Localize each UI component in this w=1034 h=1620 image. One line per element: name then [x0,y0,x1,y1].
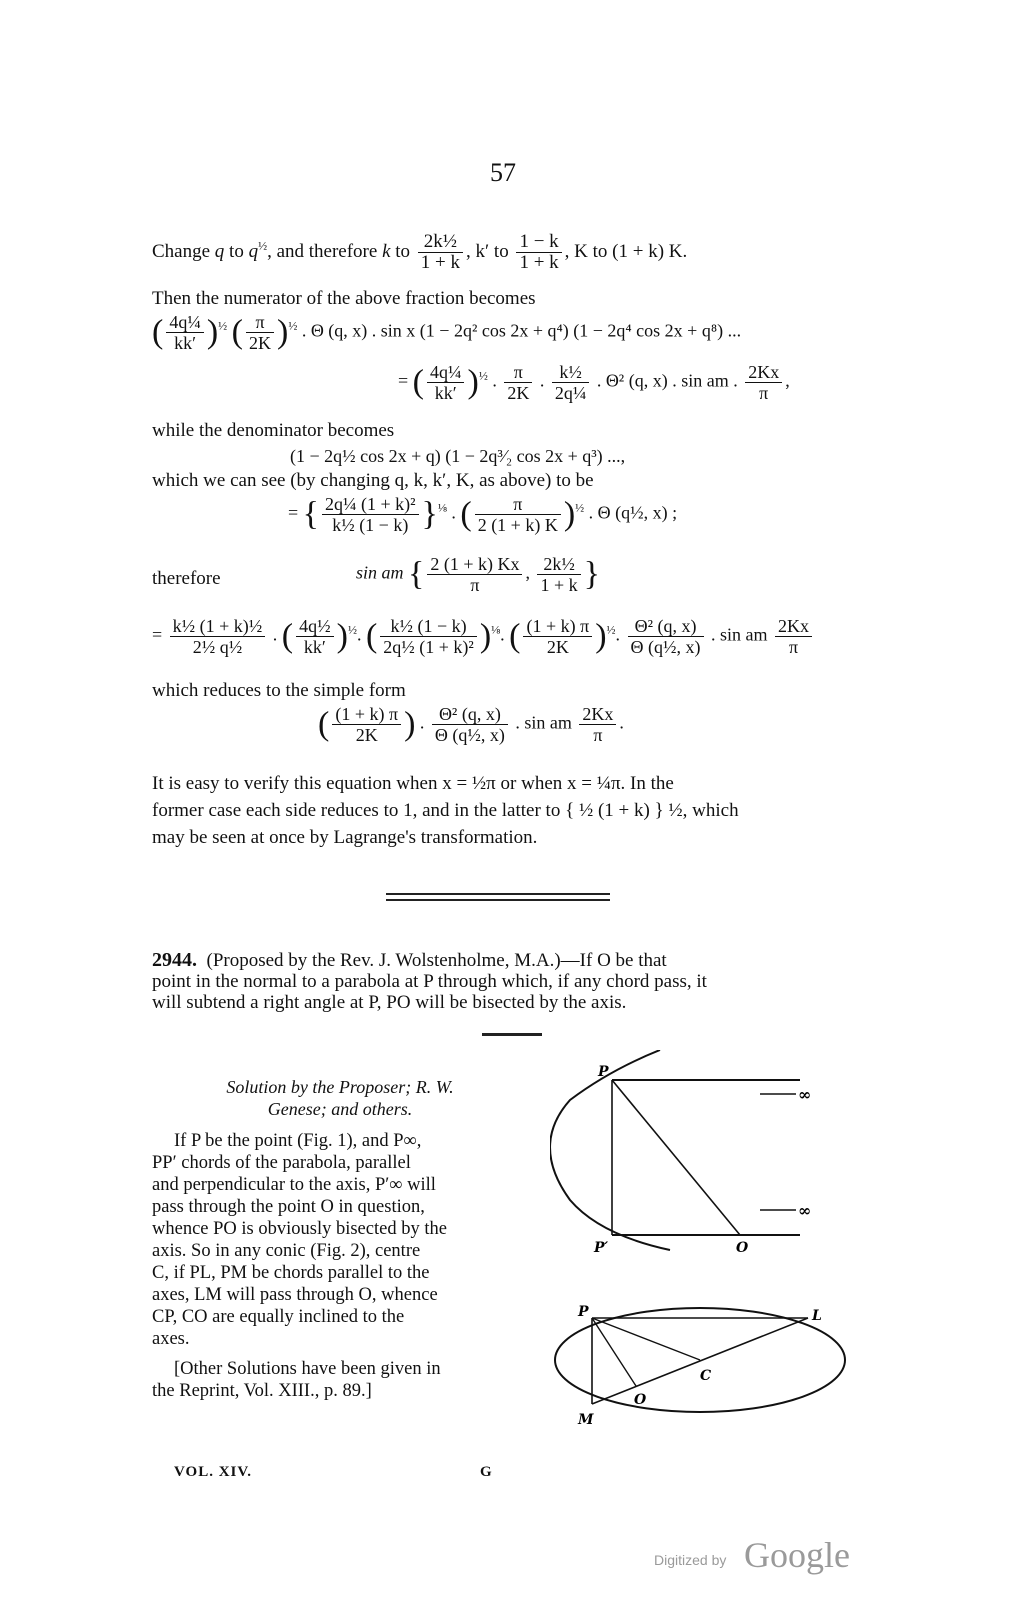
label-p: P [598,1064,609,1080]
digitized-by-label: Digitized by [654,1552,727,1568]
label-o: O [634,1392,647,1408]
other-solutions-note: [Other Solutions have been given in the Reprint, Vol. XIII., p. 89.] [152,1359,441,1401]
section-divider [386,899,610,901]
line-cp [592,1318,700,1360]
page-number: 57 [490,158,516,187]
label-l: L [812,1308,822,1324]
solution-heading: Solution by the Proposer; R. W. Genese; and others. [226,1077,454,1119]
problem-number: 2944. [152,949,197,971]
equation-numerator-result: = ( $\frac{\text{4q¼}}{kk'}$ )$^{\frac{1}{2}}$ . $\frac{\pi}{2K}$ . $\frac{\text{k½}}{\text{2q¼}}$ . Θ² (q, x) . sin am . $\frac{2Kx}{\pi}$ , [398,362,790,403]
equation-denominator: (1 − 2q½ cos 2x + q) (1 − 2q³⁄₂ cos 2x + q³) ..., [290,446,626,466]
therefore-label: therefore [152,568,221,589]
label-inf-1: ∞ [798,1085,812,1104]
text-line: Then the numerator of the above fraction becomes [152,288,536,309]
figure-2-ellipse [550,1300,850,1430]
solution-body: If P be the point (Fig. 1), and P∞, PP′ chords of the parabola, parallel and perpendicular to the axis, P′∞ will pass through the point O in question, whence PO is obviously bisected by the axis. So in any conic (Fig. 2), centre C, if PL, PM be chords parallel to the axes, LM will pass through O, whence CP, CO are equally inclined to the axes. [152,1131,447,1349]
normal-po [612,1080,740,1235]
verification-paragraph: It is easy to verify this equation when x = ½π or when x = ¼π. In the former case each side reduces to 1, and in the latter to { ½ (1 + k) } ½, which may be seen at once by Lagrange's transformation. [152,773,739,848]
section-divider [386,893,610,895]
line-po [592,1318,636,1386]
equation-denominator-result: = { $\frac{\text{2q¼ (1 + k)²}}{\text{k½ (1 − k)}}$ }$^{\frac{1}{8}}$ . ( $\frac{\pi}{2 (1 + k) K}$ )$^{\frac{1}{2}}$ . Θ (q½, x) ; [288,494,678,535]
footer-signature: G [480,1464,493,1480]
equation-therefore: sin am { $\frac{2 (1 + k) Kx}{\pi}$ , $\frac{\text{2k½}}{1 + k}$ } [356,554,600,595]
label-p-prime: P′ [594,1240,609,1256]
label-m: M [578,1412,594,1428]
google-logo: Google [744,1535,850,1575]
figure-1-parabola [550,1050,850,1270]
equation-simple-form: ( $\frac{(1 + k) \pi}{2K}$ ) . $\frac{\text{Θ² (q, x)}}{\text{Θ (q½, x)}}$ . sin am $\frac{2Kx}{\pi}$ . [318,704,624,745]
fraction: $\frac{\text{2k½}}{1 + k}$ [418,232,463,273]
text-line: which we can see (by changing q, k, k′, K, as above) to be [152,470,594,491]
label-p: P [578,1304,589,1320]
short-divider [482,1033,542,1036]
label-c: C [700,1368,712,1384]
text-line: while the denominator becomes [152,420,395,441]
label-inf-2: ∞ [798,1201,812,1220]
footer-volume: VOL. XIV. [174,1464,253,1480]
equation-expanded: = $\frac{\text{k½ (1 + k)½}}{\text{2½ q½}}$ . ( $\frac{\text{4q½}}{kk'}$ )$^{\frac{1}{2}}$. ( $\frac{\text{k½ (1 − k)}}{\text{2q½ (1 + k)²}}$ )$^{\frac{1}{8}}$. ( $\frac{(1 + k) \pi}{2K}$ )$^{\frac{1}{2}}$. $\frac{\text{Θ² (q, x)}}{\text{Θ (q½, x)}}$ . sin am $\frac{2Kx}{\pi}$ [152,616,815,657]
problem-2944: 2944. (Proposed by the Rev. J. Wolstenholme, M.A.)—If O be that point in the normal to a parabola at P through which, if any chord pass, it will subtend a right angle at P, PO will be bisected by the axis. [152,949,707,1013]
label-o: O [736,1240,749,1256]
text-line: which reduces to the simple form [152,680,406,701]
equation-numerator: ( $\frac{\text{4q¼}}{kk'}$ )$^{\frac{1}{2}}$ ( $\frac{\pi}{2K}$ )$^{\frac{1}{2}}$ . Θ (q, x) . sin x (1 − 2q² cos 2x + q⁴) (1 − 2q⁴ cos 2x + q⁸) ... [152,312,742,353]
fraction: $\frac{1 - k}{1 + k}$ [516,232,561,273]
line-change-q: Change q to $q^{\frac{1}{2}}$, and therefore k to $\frac{\text{2k½}}{1 + k}$ , k′ to $\frac{1 - k}{1 + k}$ , K to (1 + k) K. [152,231,688,273]
